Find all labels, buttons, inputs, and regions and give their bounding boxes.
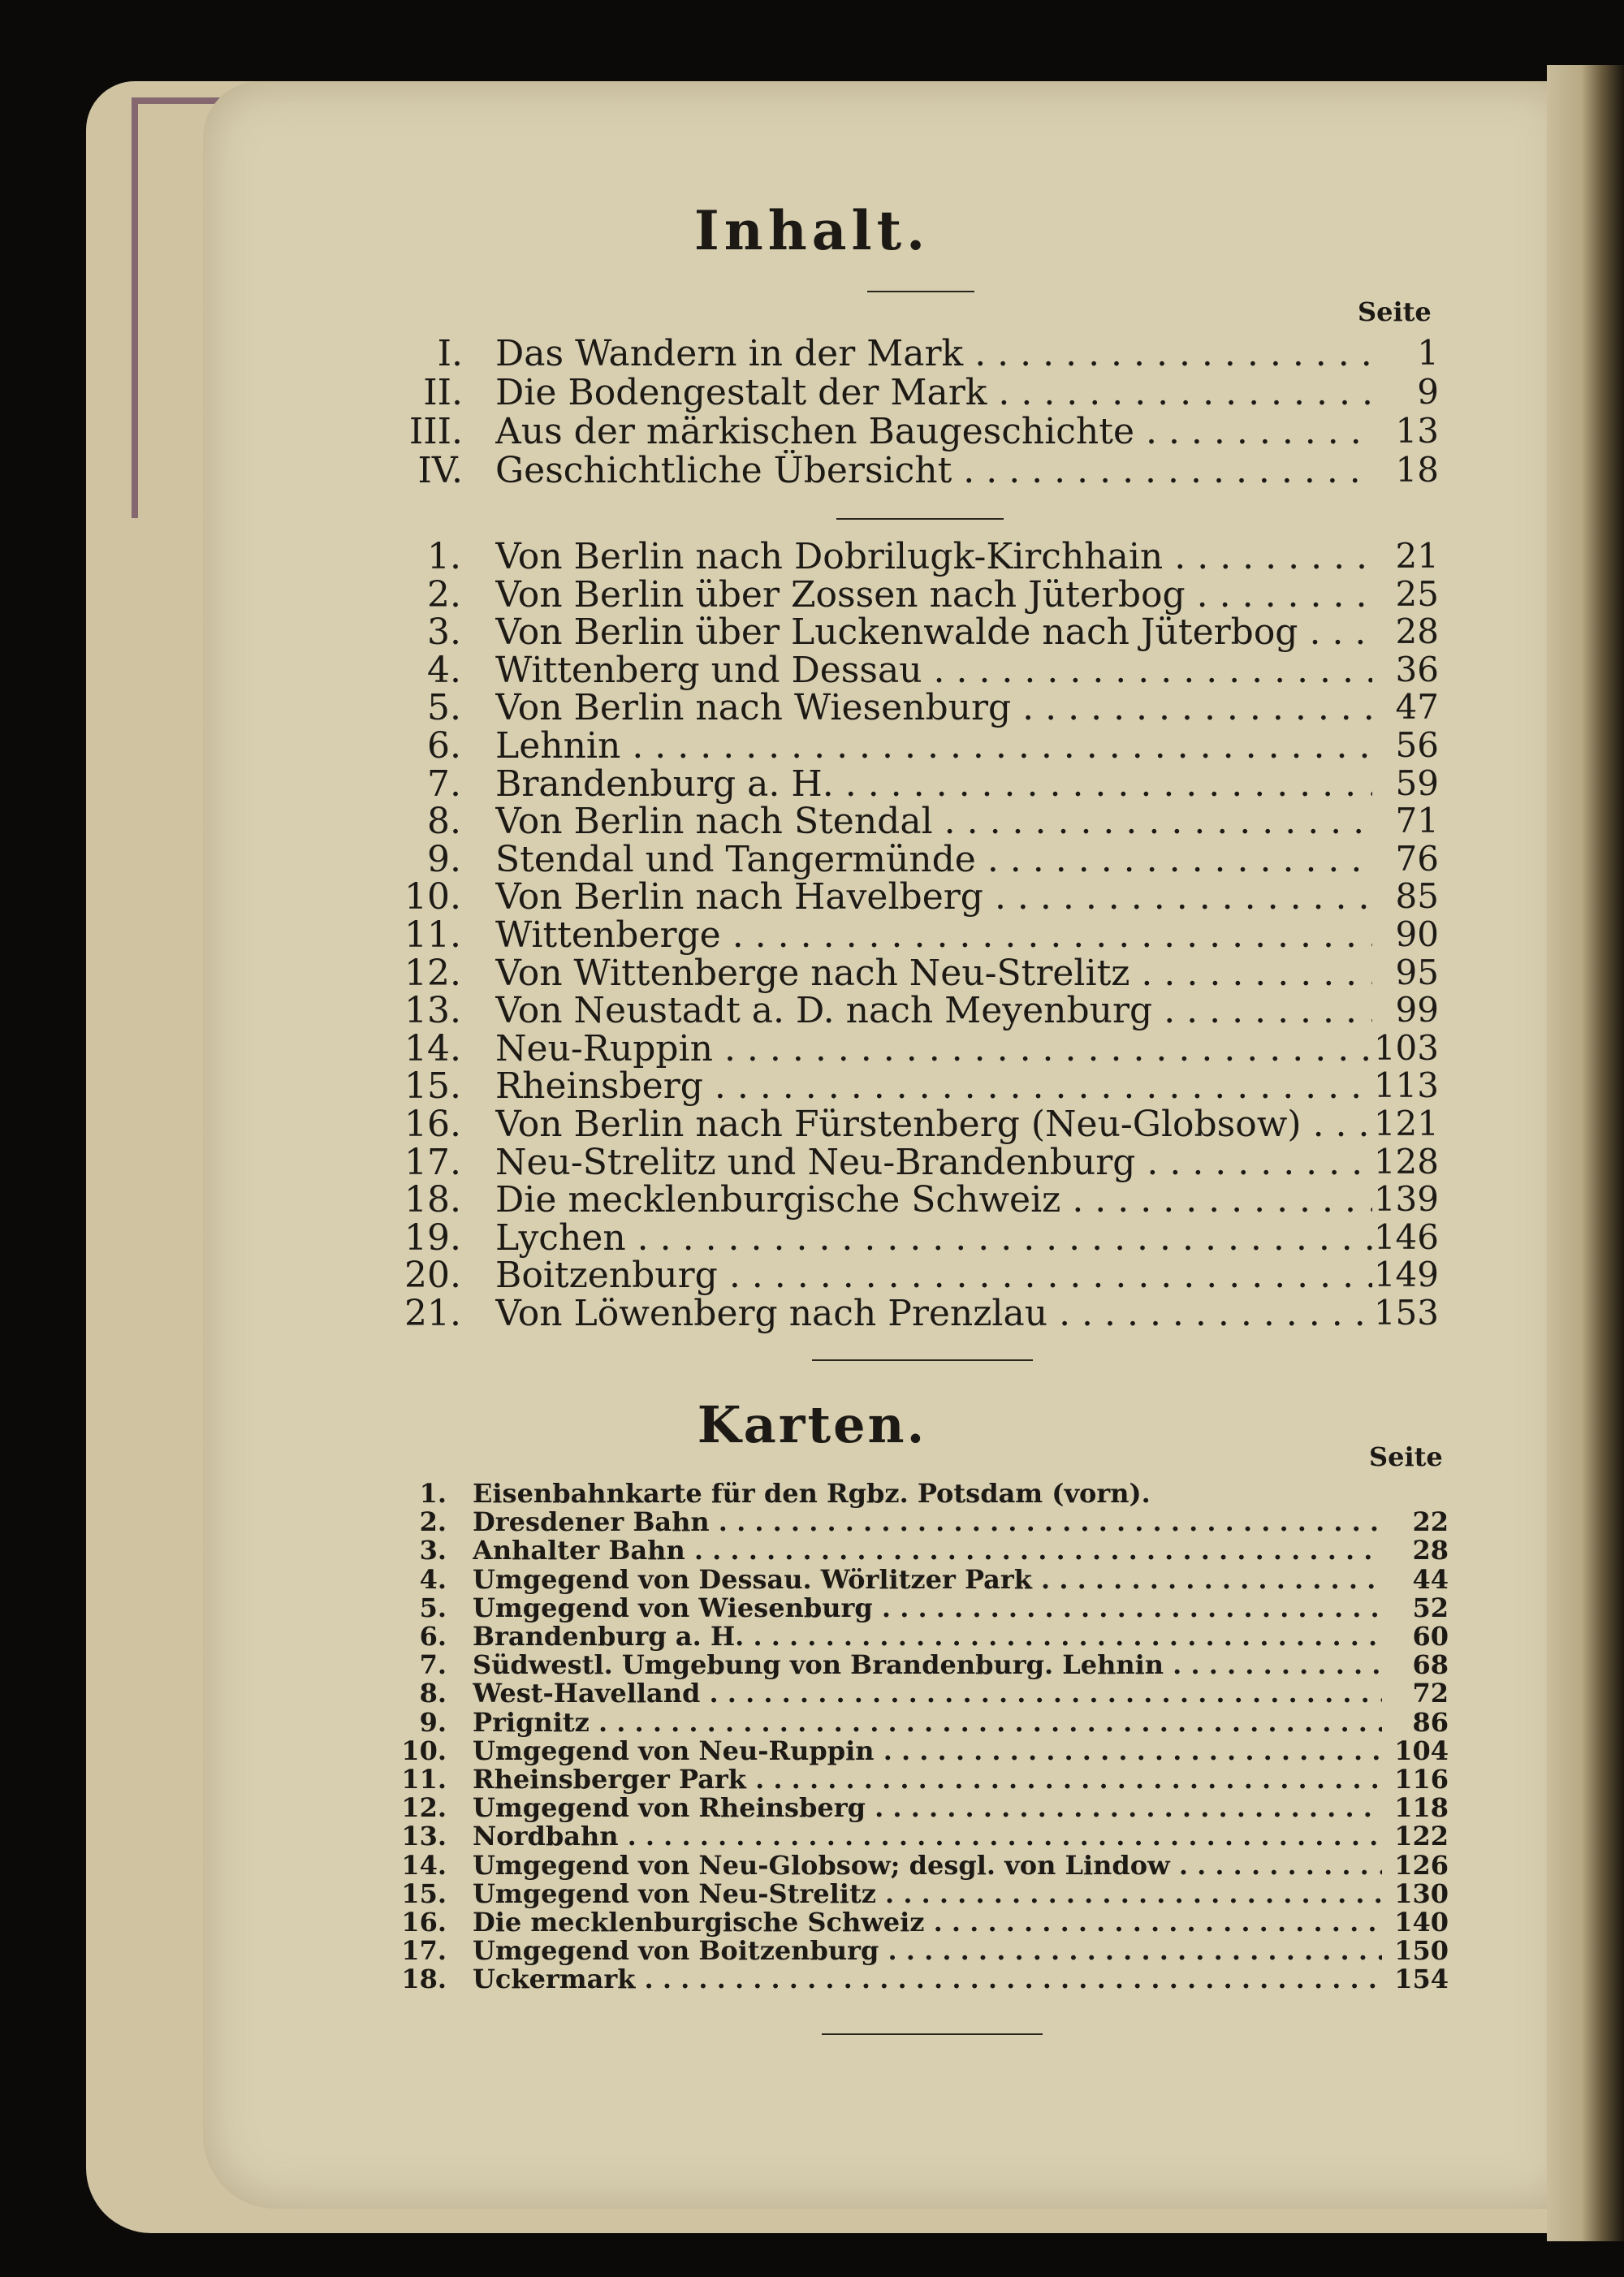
entry-title: Das Wandern in der Mark . . . bbox=[495, 333, 1372, 374]
entry-page: 56 bbox=[1395, 725, 1439, 765]
entry-page: 130 bbox=[1394, 1877, 1449, 1909]
entry-title: Stendal und Tangermünde . . . bbox=[495, 839, 1372, 880]
entry-page: 146 bbox=[1373, 1216, 1439, 1257]
toc-row bbox=[0, 763, 1624, 805]
entry-number: 13. bbox=[401, 1821, 447, 1852]
entry-title: Umgegend von Neu-Strelitz . . . bbox=[473, 1878, 1382, 1909]
entry-number: 13. bbox=[404, 990, 461, 1032]
toc-row bbox=[0, 333, 1624, 374]
toc-row bbox=[0, 1478, 1624, 1509]
entry-page: 153 bbox=[1373, 1293, 1439, 1333]
entry-number: 9. bbox=[419, 1706, 447, 1738]
entry-page: 21 bbox=[1395, 536, 1439, 576]
entry-number: 8. bbox=[419, 1678, 447, 1709]
entry-title: Wittenberge . . . bbox=[495, 914, 1372, 956]
toc-row bbox=[0, 952, 1624, 994]
entry-page: 47 bbox=[1395, 687, 1439, 728]
entry-title: Neu-Strelitz und Neu-Brandenburg . . . bbox=[495, 1142, 1372, 1183]
entry-number: 14. bbox=[404, 1027, 461, 1069]
entry-number: 12. bbox=[401, 1792, 447, 1824]
toc-row bbox=[0, 1764, 1624, 1795]
entry-title: Von Berlin nach Havelberg . . . bbox=[495, 876, 1372, 918]
entry-title: Dresdener Bahn . . . bbox=[473, 1506, 1382, 1537]
toc-row bbox=[0, 1706, 1624, 1738]
entry-page: 118 bbox=[1394, 1792, 1449, 1824]
toc-row bbox=[0, 1563, 1624, 1595]
title-divider bbox=[867, 291, 974, 292]
toc-row bbox=[0, 1027, 1624, 1069]
toc-row bbox=[0, 1649, 1624, 1681]
toc-row bbox=[0, 1216, 1624, 1259]
toc-row bbox=[0, 990, 1624, 1032]
entry-page: 99 bbox=[1395, 990, 1439, 1030]
entry-page: 90 bbox=[1395, 914, 1439, 954]
seite-label: Seite bbox=[1358, 296, 1432, 327]
entry-number: 15. bbox=[401, 1877, 447, 1909]
entry-title: Brandenburg a. H. . . . bbox=[495, 763, 1372, 805]
entry-number: 6. bbox=[427, 725, 461, 767]
toc-row bbox=[0, 1592, 1624, 1623]
entry-page: 36 bbox=[1395, 649, 1439, 689]
toc-row bbox=[0, 611, 1624, 654]
end-divider bbox=[822, 2033, 1043, 2035]
entry-number: 16. bbox=[404, 1104, 461, 1145]
toc-row bbox=[0, 1535, 1624, 1566]
entry-page: 149 bbox=[1373, 1255, 1439, 1295]
toc-row bbox=[0, 801, 1624, 843]
entry-number: 3. bbox=[427, 611, 461, 654]
toc-row bbox=[0, 1179, 1624, 1221]
entry-page: 18 bbox=[1395, 450, 1439, 490]
entry-number: 18. bbox=[401, 1964, 447, 1995]
entry-title: Wittenberg und Dessau . . . bbox=[495, 650, 1372, 691]
inhalt-title: Inhalt. bbox=[693, 199, 931, 262]
entry-number: 5. bbox=[419, 1592, 447, 1623]
entry-number: 1. bbox=[419, 1478, 447, 1509]
entry-page: 52 bbox=[1412, 1592, 1449, 1623]
entry-title: Lychen . . . bbox=[495, 1217, 1372, 1259]
entry-page: 76 bbox=[1395, 838, 1439, 879]
toc-row bbox=[0, 838, 1624, 880]
entry-number: 11. bbox=[401, 1764, 447, 1795]
entry-number: 18. bbox=[404, 1179, 461, 1221]
entry-number: II. bbox=[423, 372, 463, 413]
entry-page: 1 bbox=[1417, 333, 1439, 373]
entry-title: Brandenburg a. H. . . . bbox=[473, 1621, 1382, 1652]
entry-number: 6. bbox=[419, 1621, 447, 1652]
entry-number: 5. bbox=[427, 687, 461, 729]
entry-title: Umgegend von Rheinsberg . . . bbox=[473, 1792, 1382, 1823]
entry-page: 103 bbox=[1373, 1027, 1439, 1068]
entry-page: 150 bbox=[1394, 1935, 1449, 1967]
toc-row bbox=[0, 1849, 1624, 1881]
toc-row bbox=[0, 876, 1624, 918]
entry-title: Die mecklenburgische Schweiz . . . bbox=[473, 1907, 1382, 1938]
entry-number: 16. bbox=[401, 1907, 447, 1938]
entry-number: 20. bbox=[404, 1255, 461, 1297]
entry-title: Rheinsberg . . . bbox=[495, 1065, 1372, 1107]
entry-page: 121 bbox=[1373, 1104, 1439, 1143]
entry-number: 7. bbox=[427, 763, 461, 805]
entry-title: Von Berlin über Luckenwalde nach Jüterbog . . . bbox=[495, 611, 1372, 653]
entry-title: Geschichtliche Übersicht . . . bbox=[495, 450, 1372, 491]
entry-number: 10. bbox=[401, 1735, 447, 1766]
entry-page: 68 bbox=[1412, 1649, 1449, 1681]
toc-row bbox=[0, 1792, 1624, 1824]
entry-title: Neu-Ruppin . . . bbox=[495, 1028, 1372, 1069]
toc-row bbox=[0, 1293, 1624, 1334]
entry-number: IV. bbox=[417, 450, 463, 491]
entry-page: 60 bbox=[1412, 1621, 1449, 1652]
entry-number: 4. bbox=[427, 649, 461, 691]
entry-title: Von Berlin nach Dobrilugk-Kirchhain . . . bbox=[495, 536, 1372, 577]
toc-row bbox=[0, 411, 1624, 452]
entry-page: 139 bbox=[1373, 1179, 1439, 1220]
entry-number: 11. bbox=[404, 914, 461, 956]
toc-row bbox=[0, 1735, 1624, 1766]
entry-title: Von Berlin nach Wiesenburg . . . bbox=[495, 687, 1372, 728]
entry-page: 126 bbox=[1394, 1849, 1449, 1881]
entry-number: 10. bbox=[404, 876, 461, 918]
entry-title: Eisenbahnkarte für den Rgbz. Potsdam (vorn). bbox=[473, 1478, 1151, 1509]
toc-row bbox=[0, 1255, 1624, 1297]
entry-title: Von Löwenberg nach Prenzlau . . . bbox=[495, 1293, 1372, 1334]
entry-title: Die mecklenburgische Schweiz . . . bbox=[495, 1179, 1372, 1221]
entry-number: 19. bbox=[404, 1216, 461, 1259]
toc-row bbox=[0, 1621, 1624, 1652]
entry-title: Umgegend von Dessau. Wörlitzer Park . . . bbox=[473, 1564, 1382, 1595]
entry-title: Von Neustadt a. D. nach Meyenburg . . . bbox=[495, 990, 1372, 1031]
entry-page: 104 bbox=[1394, 1735, 1449, 1766]
entry-page: 154 bbox=[1394, 1964, 1449, 1995]
entry-page: 25 bbox=[1395, 573, 1439, 614]
entry-number: 21. bbox=[404, 1293, 461, 1334]
entry-title: Nordbahn . . . bbox=[473, 1821, 1382, 1851]
entry-title: Umgegend von Neu-Globsow; desgl. von Lindow . . . bbox=[473, 1850, 1382, 1881]
entry-title: Uckermark . . . bbox=[473, 1964, 1382, 1994]
entry-title: Umgegend von Wiesenburg . . . bbox=[473, 1592, 1382, 1623]
entry-title: Umgegend von Boitzenburg . . . bbox=[473, 1935, 1382, 1966]
entry-number: III. bbox=[408, 411, 463, 452]
entry-number: 2. bbox=[427, 573, 461, 616]
entry-page: 44 bbox=[1412, 1563, 1449, 1595]
entry-page: 122 bbox=[1394, 1821, 1449, 1852]
section-divider bbox=[812, 1359, 1033, 1361]
entry-title: Anhalter Bahn . . . bbox=[473, 1535, 1382, 1566]
toc-row bbox=[0, 1935, 1624, 1967]
entry-number: 2. bbox=[419, 1506, 447, 1538]
entry-number: 17. bbox=[404, 1141, 461, 1183]
section-divider bbox=[836, 518, 1004, 520]
entry-number: 9. bbox=[427, 838, 461, 880]
entry-title: Von Wittenberge nach Neu-Strelitz . . . bbox=[495, 953, 1372, 994]
entry-number: 7. bbox=[419, 1649, 447, 1681]
toc-row bbox=[0, 1104, 1624, 1145]
entry-page: 72 bbox=[1412, 1678, 1449, 1709]
entry-number: 3. bbox=[419, 1535, 447, 1566]
toc-row bbox=[0, 1907, 1624, 1938]
toc-row bbox=[0, 687, 1624, 729]
entry-page: 128 bbox=[1373, 1141, 1439, 1182]
entry-page: 13 bbox=[1395, 411, 1439, 451]
entry-title: Prignitz . . . bbox=[473, 1707, 1382, 1738]
entry-title: Von Berlin nach Fürstenberg (Neu-Globsow) . . . bbox=[495, 1104, 1372, 1145]
karten-title: Karten. bbox=[697, 1395, 927, 1454]
entry-page: 140 bbox=[1394, 1907, 1449, 1938]
entry-number: 14. bbox=[401, 1849, 447, 1881]
toc-row bbox=[0, 914, 1624, 956]
entry-title: Rheinsberger Park . . . bbox=[473, 1764, 1382, 1795]
toc-row bbox=[0, 1964, 1624, 1995]
karten-seite-label: Seite bbox=[1369, 1441, 1443, 1472]
entry-number: 17. bbox=[401, 1935, 447, 1967]
entry-page: 116 bbox=[1394, 1764, 1449, 1795]
entry-page: 28 bbox=[1412, 1535, 1449, 1566]
entry-page: 9 bbox=[1417, 372, 1439, 412]
entry-title: Von Berlin nach Stendal . . . bbox=[495, 801, 1372, 842]
entry-title: Lehnin . . . bbox=[495, 725, 1372, 767]
entry-page: 85 bbox=[1395, 876, 1439, 917]
toc-row bbox=[0, 1678, 1624, 1709]
entry-page: 71 bbox=[1395, 801, 1439, 841]
toc-row bbox=[0, 1506, 1624, 1538]
entry-page: 22 bbox=[1412, 1506, 1449, 1538]
entry-number: 4. bbox=[419, 1563, 447, 1595]
toc-row bbox=[0, 725, 1624, 767]
toc-row bbox=[0, 649, 1624, 691]
entry-number: 1. bbox=[427, 536, 461, 577]
entry-title: Boitzenburg . . . bbox=[495, 1255, 1372, 1296]
toc-row bbox=[0, 573, 1624, 616]
entry-page: 59 bbox=[1395, 763, 1439, 803]
entry-page: 86 bbox=[1412, 1706, 1449, 1738]
entry-title: West-Havelland . . . bbox=[473, 1678, 1382, 1709]
entry-title: Die Bodengestalt der Mark . . . bbox=[495, 372, 1372, 413]
toc-row bbox=[0, 450, 1624, 491]
entry-number: 12. bbox=[404, 952, 461, 994]
toc-row bbox=[0, 1877, 1624, 1909]
toc-row bbox=[0, 1065, 1624, 1108]
entry-title: Von Berlin über Zossen nach Jüterbog . . . bbox=[495, 574, 1372, 616]
entry-title: Umgegend von Neu-Ruppin . . . bbox=[473, 1735, 1382, 1766]
toc-row bbox=[0, 536, 1624, 577]
entry-page: 113 bbox=[1373, 1065, 1439, 1106]
entry-number: I. bbox=[437, 333, 463, 374]
entry-page: 28 bbox=[1395, 611, 1439, 652]
entry-number: 15. bbox=[404, 1065, 461, 1108]
toc-row bbox=[0, 1821, 1624, 1852]
entry-title: Aus der märkischen Baugeschichte . . . bbox=[495, 411, 1372, 452]
toc-row bbox=[0, 372, 1624, 413]
entry-page: 95 bbox=[1395, 952, 1439, 992]
entry-number: 8. bbox=[427, 801, 461, 843]
entry-title: Südwestl. Umgebung von Brandenburg. Lehnin . . . bbox=[473, 1649, 1382, 1680]
toc-row bbox=[0, 1141, 1624, 1183]
